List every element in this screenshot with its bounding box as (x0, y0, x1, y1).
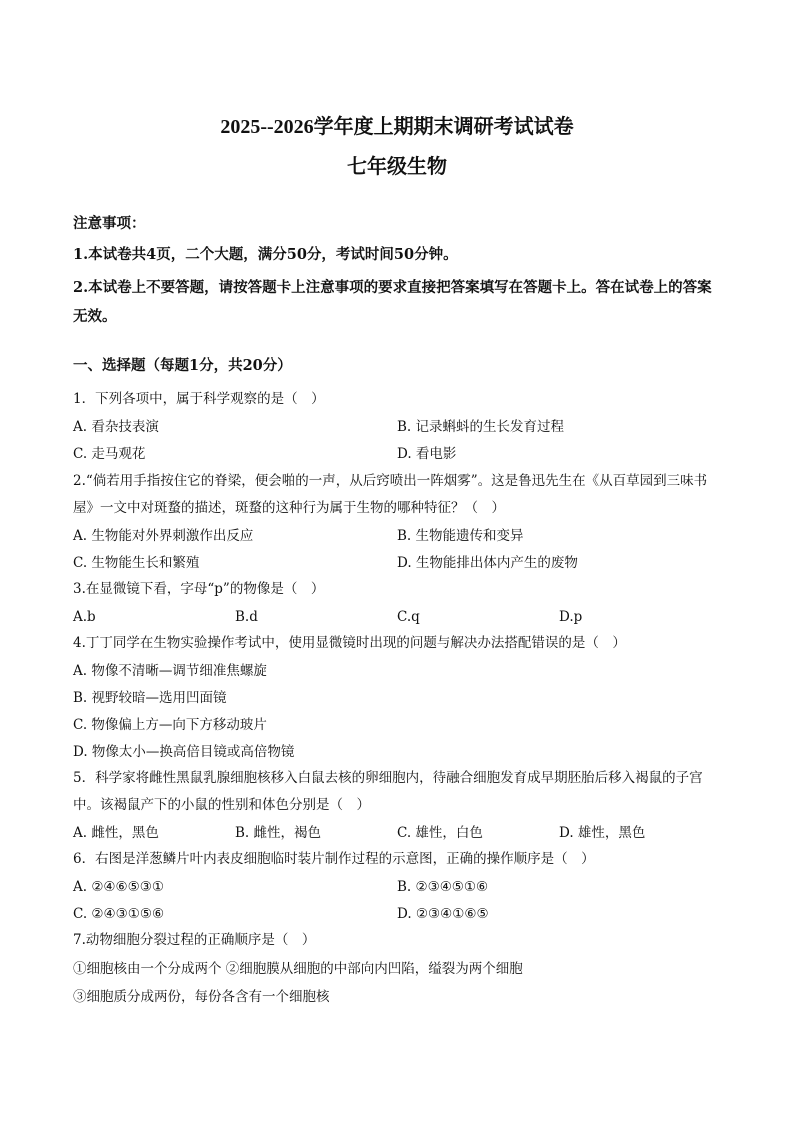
question-option: C. ②④③①⑤⑥ (73, 906, 165, 922)
question-option: D. ②③④①⑥⑤ (397, 906, 489, 922)
question-option: B. 雌性，褐色 (235, 825, 322, 841)
question-option: B. ②③④⑤①⑥ (397, 879, 489, 895)
question-option: B.d (235, 609, 258, 625)
question-stem: 5．科学家将雌性黑鼠乳腺细胞核移入白鼠去核的卵细胞内，待融合细胞发育成早期胚胎后移入褐鼠的子宫中。该褐鼠产下的小鼠的性别和体色分别是（ ） (73, 770, 703, 813)
exam-title: 2025--2026学年度上期期末调研考试试卷 (220, 116, 574, 138)
section-heading: 一、选择题（每题1分，共20分） (73, 357, 292, 374)
question-option: C. 物像偏上方—向下方移动玻片 (73, 717, 267, 733)
question-stem: 7.动物细胞分裂过程的正确顺序是（ ） (73, 932, 316, 948)
question-stem: 1．下列各项中，属于科学观察的是（ ） (73, 391, 325, 407)
question-stem-line: ③细胞质分成两份，每份各含有一个细胞核 (73, 989, 330, 1005)
question-option: C. 生物能生长和繁殖 (73, 555, 200, 571)
question-option: D.p (559, 609, 583, 625)
question-option: D. 生物能排出体内产生的废物 (397, 555, 578, 571)
question-option: A. 看杂技表演 (73, 419, 159, 435)
question-stem: 4.丁丁同学在生物实验操作考试中，使用显微镜时出现的问题与解决办法搭配错误的是（ ） (73, 635, 626, 651)
question-option: C. 走马观花 (73, 446, 146, 462)
exam-subtitle: 七年级生物 (347, 156, 447, 178)
question-option: B. 记录蝌蚪的生长发育过程 (397, 419, 565, 435)
question-option: C. 雄性，白色 (397, 825, 483, 841)
question-option: C.q (397, 609, 420, 625)
question-option: A. 物像不清晰—调节细准焦螺旋 (73, 663, 267, 679)
note-item: 2.本试卷上不要答题，请按答题卡上注意事项的要求直接把答案填写在答题卡上。答在试卷上的答案无效。 (73, 279, 712, 325)
question-option: D. 看电影 (397, 446, 457, 462)
question-stem: 3.在显微镜下看，字母“p”的物像是（ ） (73, 581, 325, 597)
question-option: A. 生物能对外界刺激作出反应 (73, 528, 254, 544)
question-option: D. 物像太小—换高倍目镜或高倍物镜 (73, 744, 295, 760)
question-option: A. ②④⑥⑤③① (73, 879, 164, 895)
question-stem: 6．右图是洋葱鳞片叶内表皮细胞临时装片制作过程的示意图，正确的操作顺序是（ ） (73, 851, 595, 867)
question-stem: 2.“倘若用手指按住它的脊梁，便会啪的一声，从后窍喷出一阵烟雾”。这是鲁迅先生在《从百草园到三味书屋》一文中对斑蝥的描述，斑蝥的这种行为属于生物的哪种特征？（ ） (73, 473, 708, 516)
notes-heading: 注意事项： (73, 215, 146, 232)
question-option: B. 视野较暗—选用凹面镜 (73, 690, 227, 706)
question-option: A. 雌性，黑色 (73, 825, 159, 841)
note-item: 1.本试卷共4页，二个大题，满分50分，考试时间50分钟。 (73, 246, 458, 263)
question-option: B. 生物能遗传和变异 (397, 528, 524, 544)
question-option: D. 雄性，黑色 (559, 825, 646, 841)
question-stem-line: ①细胞核由一个分成两个 ②细胞膜从细胞的中部向内凹陷，缢裂为两个细胞 (73, 961, 523, 977)
question-option: A.b (73, 609, 96, 625)
